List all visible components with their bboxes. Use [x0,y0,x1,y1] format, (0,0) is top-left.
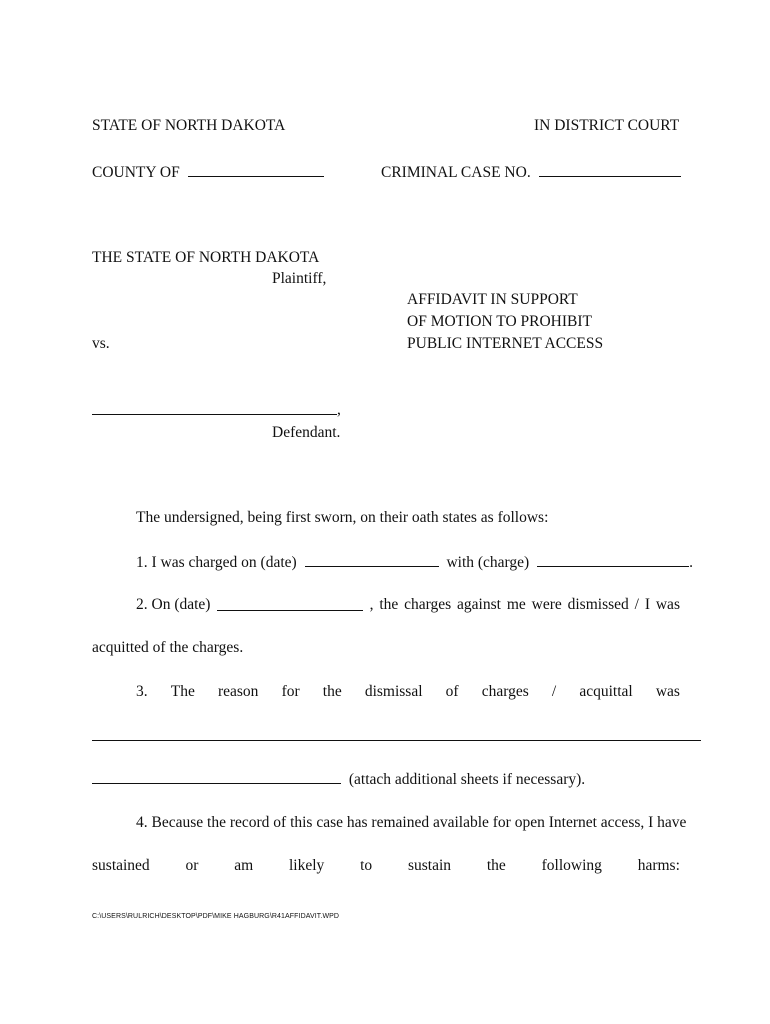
item-4-word: harms: [637,857,680,874]
item-4-word: or [185,857,199,874]
case-no-line [381,162,681,182]
item-4-word: sustain [407,857,452,874]
attach-note: (attach additional sheets if necessary). [348,771,586,788]
charge-blank[interactable] [537,552,689,567]
item-2 [136,596,680,614]
county-label: COUNTY OF [92,164,180,181]
item-4-continued [92,857,680,875]
item-3-word: 3. [136,683,148,700]
item-2-text-b: , the charges against me were dismissed / I was [369,596,680,613]
item-3-word: the [322,683,342,700]
defendant-name-blank[interactable] [92,414,337,415]
county-blank[interactable] [188,162,324,177]
item-3-word: was [655,683,680,700]
charge-date-blank[interactable] [305,552,439,567]
item-4-word: following [541,857,602,874]
item-1 [136,552,693,572]
item-3-attach-line [92,769,585,789]
item-3-word: of [445,683,459,700]
item-4-word: am [234,857,254,874]
plaintiff-name: THE STATE OF NORTH DAKOTA [92,249,320,266]
item-4-word: sustained [92,857,150,874]
item-1-text-a: 1. I was charged on (date) [136,554,297,571]
case-no-blank[interactable] [539,162,681,177]
item-3-word: charges [481,683,529,700]
defendant-role: Defendant. [272,424,341,441]
state-heading: STATE OF NORTH DAKOTA [92,117,286,134]
item-2-text-a: 2. On (date) [136,596,211,613]
item-4-word: likely [288,857,325,874]
item-4: 4. Because the record of this case has remained available for open Internet access, I have [136,814,687,831]
item-1-text-b: with (charge) [446,554,530,571]
reason-blank-line-2[interactable] [92,769,341,784]
defendant-comma: , [337,401,341,418]
title-line-2: OF MOTION TO PROHIBIT [407,313,593,330]
item-3-word: for [281,683,300,700]
item-4-word: to [360,857,373,874]
item-1-end: . [689,554,693,571]
title-line-3: PUBLIC INTERNET ACCESS [407,335,604,352]
dismissal-date-blank[interactable] [217,596,363,611]
case-no-label: CRIMINAL CASE NO. [381,164,531,181]
item-3-word: The [170,683,195,700]
county-line [92,162,324,182]
versus-label: vs. [92,335,110,352]
reason-blank-line-1[interactable] [92,740,701,741]
plaintiff-role: Plaintiff, [272,270,327,287]
file-path-footer: C:\USERS\RULRICH\DESKTOP\PDF\MIKE HAGBURG\R41AFFIDAVIT.WPD [92,913,340,920]
item-3-word: dismissal [364,683,423,700]
title-line-1: AFFIDAVIT IN SUPPORT [407,291,578,308]
item-3 [136,683,680,701]
item-3-word: reason [217,683,259,700]
item-3-word: acquittal [579,683,633,700]
item-3-word: / [551,683,557,700]
item-2-continued: acquitted of the charges. [92,639,244,656]
item-4-word: the [486,857,506,874]
court-heading: IN DISTRICT COURT [534,117,680,134]
intro-statement: The undersigned, being first sworn, on their oath states as follows: [136,509,549,526]
